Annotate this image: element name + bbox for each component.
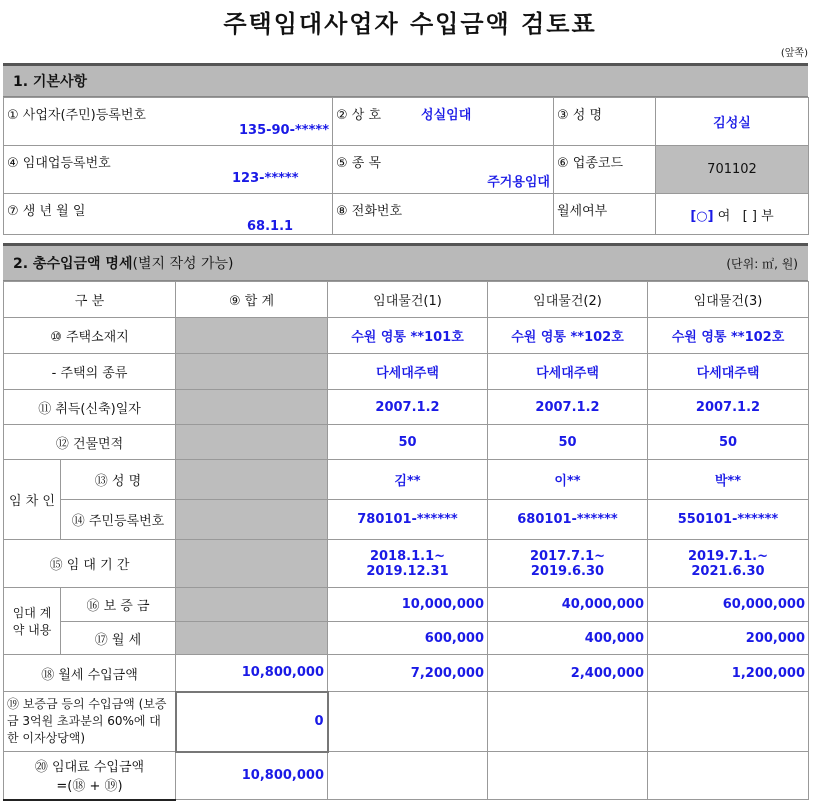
total-cell — [176, 622, 328, 655]
monthly-choice[interactable] — [656, 194, 809, 235]
header-property-3: 임대물건(3) — [648, 282, 809, 318]
type-3: 다세대주택 — [648, 354, 809, 390]
rent-2: 400,000 — [488, 622, 648, 655]
trade-value: 성실임대 — [421, 108, 472, 123]
header-property-2: 임대물건(2) — [488, 282, 648, 318]
unit-note: (단위: ㎡, 원) — [726, 256, 798, 271]
empty-cell — [648, 752, 809, 800]
rent-income-2: 2,400,000 — [488, 655, 648, 692]
empty-cell — [488, 752, 648, 800]
monthly-yes-checkbox[interactable]: [○] — [690, 208, 714, 224]
deposit-3: 60,000,000 — [648, 588, 809, 622]
no-label: 부 — [761, 208, 774, 224]
address-3: 수원 영통 **102호 — [648, 318, 809, 354]
total-cell — [176, 354, 328, 390]
acq-label: ⑪ 취득(신축)일자 — [4, 390, 176, 425]
total-cell — [176, 425, 328, 460]
section2-heading-note: (별지 작성 가능) — [132, 256, 234, 272]
total-cell — [176, 390, 328, 425]
tenant-id-label: ⑭ 주민등록번호 — [61, 500, 176, 540]
code-label: ⑥ 업종코드 — [554, 146, 656, 194]
period-1-end: 2019.12.31 — [366, 563, 449, 579]
birth-cell — [4, 194, 333, 235]
header-total: ⑨ 합 계 — [176, 282, 328, 318]
yes-label: 여 — [717, 208, 731, 224]
acq-1: 2007.1.2 — [328, 390, 488, 425]
table-row — [4, 390, 809, 425]
name-value: 김성실 — [656, 98, 809, 146]
biz-no-value: 135-90-***** — [238, 123, 329, 138]
table-row — [4, 540, 809, 588]
basic-info-table — [3, 97, 809, 235]
item-cell — [333, 146, 554, 194]
empty-cell — [488, 692, 648, 752]
table-row — [4, 752, 809, 800]
address-label: ⑩ 주택소재지 — [4, 318, 176, 354]
empty-cell — [328, 692, 488, 752]
tenant-id-1: 780101-****** — [328, 500, 488, 540]
table-row — [4, 425, 809, 460]
table-row — [4, 588, 809, 622]
lease-income-label — [4, 752, 176, 800]
birth-label: ⑦ 생 년 월 일 — [7, 204, 86, 219]
monthly-label: 월세여부 — [554, 194, 656, 235]
type-1: 다세대주택 — [328, 354, 488, 390]
section2-heading-text: 2. 총수입금액 명세 — [13, 256, 133, 272]
table-row — [4, 318, 809, 354]
header-row — [4, 282, 809, 318]
type-2: 다세대주택 — [488, 354, 648, 390]
birth-value: 68.1.1 — [247, 219, 294, 234]
item-label: ⑤ 종 목 — [336, 156, 382, 171]
deposit-income-label: ⑲ 보증금 등의 수입금액 (보증금 3억원 초과분의 60%에 대한 이자상당액) — [4, 692, 176, 752]
biz-no-label: ① 사업자(주민)등록번호 — [7, 108, 146, 123]
tenant-id-2: 680101-****** — [488, 500, 648, 540]
address-1: 수원 영통 **101호 — [328, 318, 488, 354]
section2-heading — [3, 243, 808, 281]
page-title: 주택임대사업자 수입금액 검토표 — [223, 10, 597, 38]
table-row — [4, 692, 809, 752]
table-row — [4, 500, 809, 540]
period-3-start: 2019.7.1.~ — [688, 548, 768, 564]
acq-2: 2007.1.2 — [488, 390, 648, 425]
period-3-end: 2021.6.30 — [691, 563, 765, 579]
total-cell — [176, 318, 328, 354]
lease-income-label-line2: =(⑱ + ⑲) — [56, 779, 123, 795]
rent-reg-label: ④ 임대업등록번호 — [7, 156, 111, 171]
biz-no-cell — [4, 98, 333, 146]
rent-label: ⑰ 월 세 — [61, 622, 176, 655]
deposit-income-total[interactable]: 0 — [176, 692, 328, 752]
table-row — [4, 460, 809, 500]
monthly-no-checkbox[interactable]: [ ] — [742, 208, 757, 224]
area-2: 50 — [488, 425, 648, 460]
tenant-name-label: ⑬ 성 명 — [61, 460, 176, 500]
type-label: - 주택의 종류 — [4, 354, 176, 390]
tenant-id-3: 550101-****** — [648, 500, 809, 540]
tenant-name-1: 김** — [328, 460, 488, 500]
header-category: 구 분 — [4, 282, 176, 318]
side-note: (앞쪽) — [780, 48, 808, 59]
section1-heading: 1. 기본사항 — [3, 63, 808, 97]
income-table — [3, 281, 809, 801]
period-label: ⑮ 임 대 기 간 — [4, 540, 176, 588]
deposit-label: ⑯ 보 증 금 — [61, 588, 176, 622]
period-2 — [488, 540, 648, 588]
rent-reg-value: 123-***** — [232, 171, 299, 186]
acq-3: 2007.1.2 — [648, 390, 809, 425]
tenant-name-3: 박** — [648, 460, 809, 500]
phone-label: ⑧ 전화번호 — [333, 194, 554, 235]
header-property-1: 임대물건(1) — [328, 282, 488, 318]
period-1 — [328, 540, 488, 588]
table-row — [4, 655, 809, 692]
area-label: ⑫ 건물면적 — [4, 425, 176, 460]
total-cell — [176, 500, 328, 540]
deposit-2: 40,000,000 — [488, 588, 648, 622]
lease-income-label-line1: ⑳ 임대료 수입금액 — [34, 760, 145, 776]
area-3: 50 — [648, 425, 809, 460]
tenant-name-2: 이** — [488, 460, 648, 500]
trade-label: ② 상 호 — [336, 108, 382, 123]
empty-cell — [648, 692, 809, 752]
total-cell — [176, 588, 328, 622]
rent-income-3: 1,200,000 — [648, 655, 809, 692]
rent-reg-cell — [4, 146, 333, 194]
table-row — [4, 354, 809, 390]
tenant-group-label: 임 차 인 — [4, 460, 61, 540]
rent-income-total: 10,800,000 — [176, 655, 328, 692]
address-2: 수원 영통 **102호 — [488, 318, 648, 354]
trade-cell — [333, 98, 554, 146]
name-label: ③ 성 명 — [554, 98, 656, 146]
table-row — [4, 622, 809, 655]
area-1: 50 — [328, 425, 488, 460]
rent-3: 200,000 — [648, 622, 809, 655]
period-1-start: 2018.1.1~ — [369, 548, 446, 564]
period-2-start: 2017.7.1~ — [529, 548, 606, 564]
lease-income-total: 10,800,000 — [176, 752, 328, 800]
code-value: 701102 — [656, 146, 809, 194]
rent-income-1: 7,200,000 — [328, 655, 488, 692]
rent-1: 600,000 — [328, 622, 488, 655]
contract-group-label: 임대 계약 내용 — [4, 588, 61, 655]
rent-income-label: ⑱ 월세 수입금액 — [4, 655, 176, 692]
total-cell — [176, 540, 328, 588]
section2-title — [13, 253, 233, 273]
period-3 — [648, 540, 809, 588]
total-cell — [176, 460, 328, 500]
period-2-end: 2019.6.30 — [530, 563, 605, 579]
item-value: 주거용임대 — [487, 175, 550, 190]
empty-cell — [328, 752, 488, 800]
deposit-1: 10,000,000 — [328, 588, 488, 622]
